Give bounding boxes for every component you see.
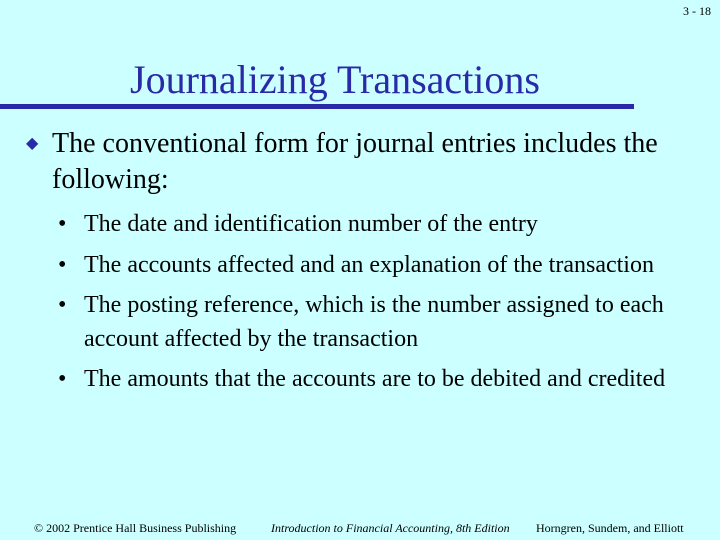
sub-point-text: The accounts affected and an explanation of the transaction [84,251,654,278]
footer-book-title: Introduction to Financial Accounting, 8th Edition [271,521,510,535]
sub-point-item [58,289,698,356]
sub-point-text: The date and identification number of the entry [84,211,538,237]
sub-point-item [58,363,698,397]
sub-point-item [58,208,698,242]
dot-bullet-icon: • [58,211,67,237]
footer-authors: Horngren, Sundem, and Elliott [536,521,684,535]
diamond-bullet-icon: ◆ [26,135,39,152]
dot-bullet-icon: • [58,251,67,278]
sub-point-item [58,249,698,283]
dot-bullet-icon: • [58,292,67,318]
title-underline [0,104,634,109]
sub-point-text: The posting reference, which is the number assigned to each account affected by the transaction [84,292,664,352]
sub-point-text: The amounts that the accounts are to be debited and credited [84,366,666,392]
slide-title: Journalizing Transactions [130,57,540,102]
footer-copyright: © 2002 Prentice Hall Business Publishing [34,521,237,535]
main-point-text: The conventional form for journal entries includes the following: [52,128,658,195]
dot-bullet-icon: • [58,366,67,392]
slide-number: 3 - 18 [683,4,711,18]
sub-point-list [58,208,698,404]
